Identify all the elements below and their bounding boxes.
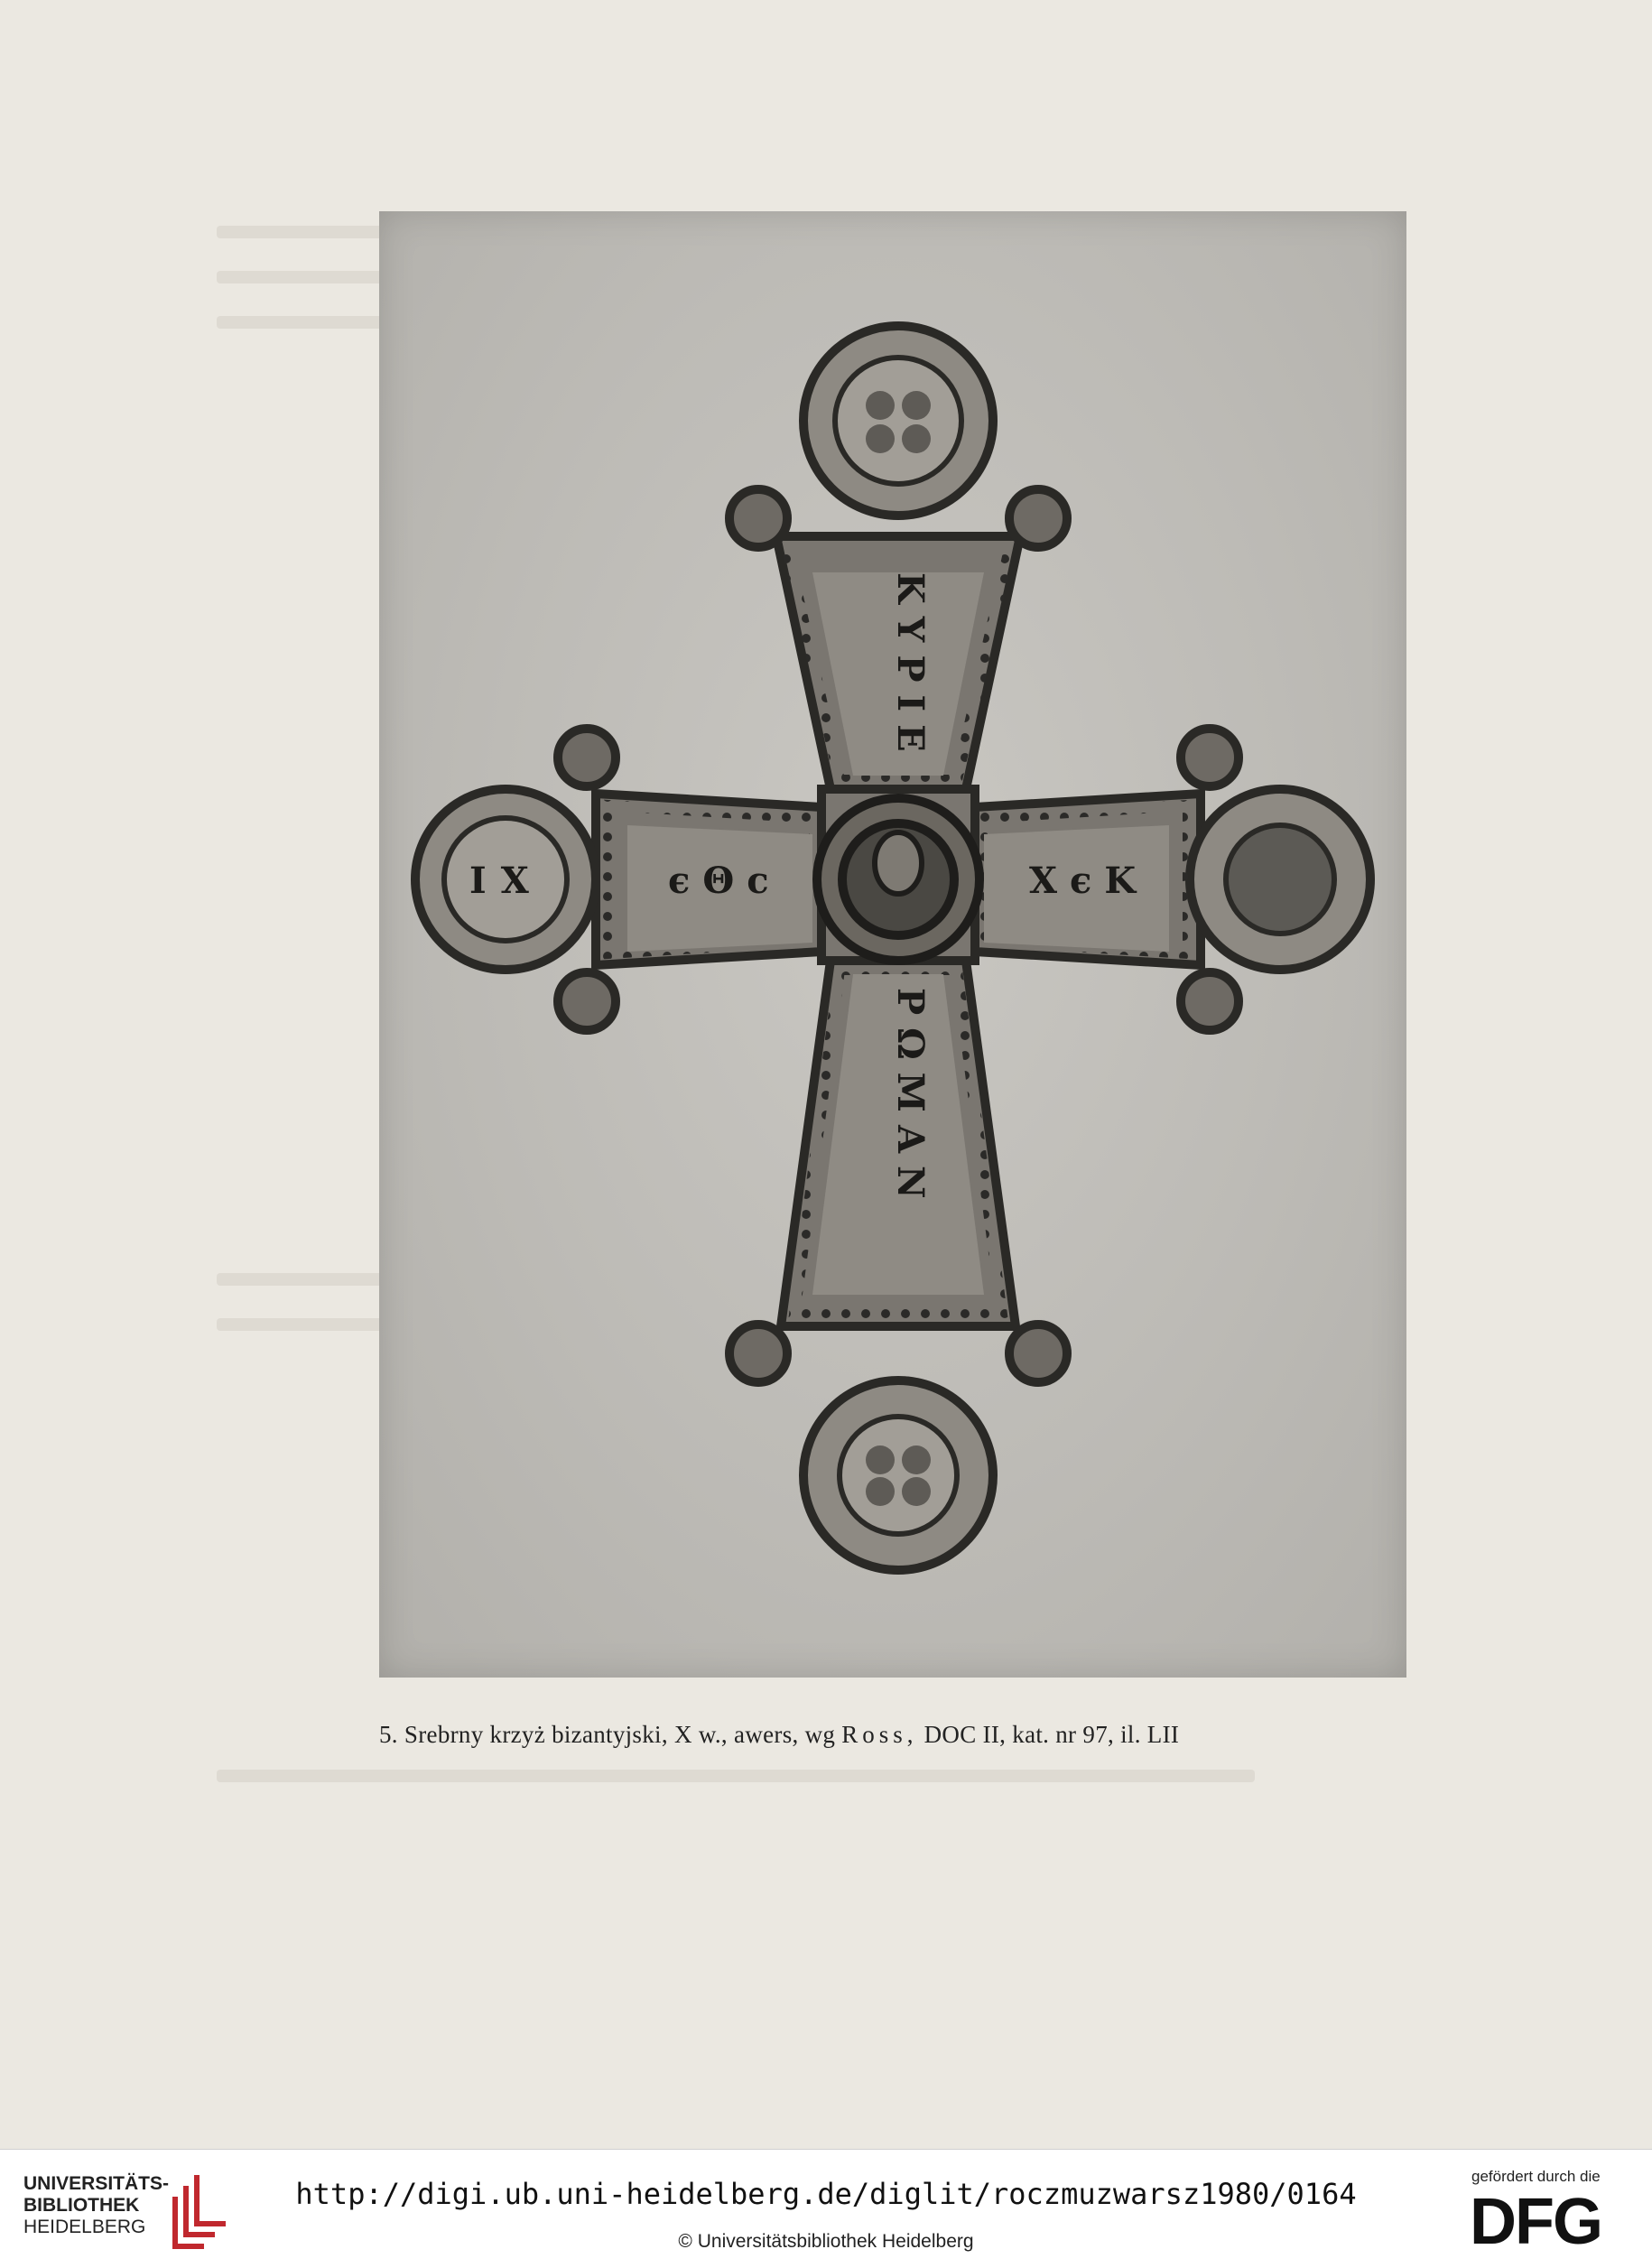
caption-number: 5. bbox=[379, 1721, 398, 1748]
library-line-3: HEIDELBERG bbox=[23, 2217, 146, 2237]
caption-wg: wg bbox=[804, 1721, 836, 1748]
caption-reference: DOC II, kat. nr 97, il. LII bbox=[923, 1721, 1180, 1748]
caption-text: Srebrny krzyż bizantyjski, bbox=[404, 1721, 668, 1748]
caption-century: X w., bbox=[673, 1721, 728, 1748]
svg-text:ΧϵΚ: ΧϵΚ bbox=[1029, 860, 1149, 902]
svg-text:ϵΘϲ: ϵΘϲ bbox=[668, 860, 782, 902]
byzantine-cross-photo bbox=[379, 211, 1406, 1678]
library-line-1: UNIVERSITÄTS- bbox=[23, 2173, 170, 2194]
caption-author: Ross, bbox=[841, 1721, 918, 1748]
page-url-link[interactable]: http://digi.ub.uni-heidelberg.de/diglit/roczmuzwarsz1980/0164 bbox=[295, 2177, 1357, 2211]
bleed-through-line bbox=[217, 1770, 1255, 1782]
viewer-footer bbox=[0, 2149, 1652, 2268]
inscription-bottom: ΡΩΜΑΝ bbox=[889, 988, 932, 1212]
figure-caption bbox=[379, 1721, 1417, 1749]
funded-by-label: gefördert durch die bbox=[1471, 2168, 1601, 2185]
central-bust bbox=[817, 798, 979, 961]
library-line-2: BIBLIOTHEK bbox=[23, 2195, 140, 2216]
inscription-top: ΚΥΡΙΕ bbox=[889, 572, 932, 765]
dfg-logo[interactable]: DFG bbox=[1470, 2186, 1601, 2258]
caption-side: awers, bbox=[734, 1721, 799, 1748]
copyright-text: © Universitätsbibliothek Heidelberg bbox=[678, 2231, 974, 2252]
photo-plate bbox=[379, 211, 1406, 1678]
svg-text:ΙΧ: ΙΧ bbox=[469, 860, 543, 902]
